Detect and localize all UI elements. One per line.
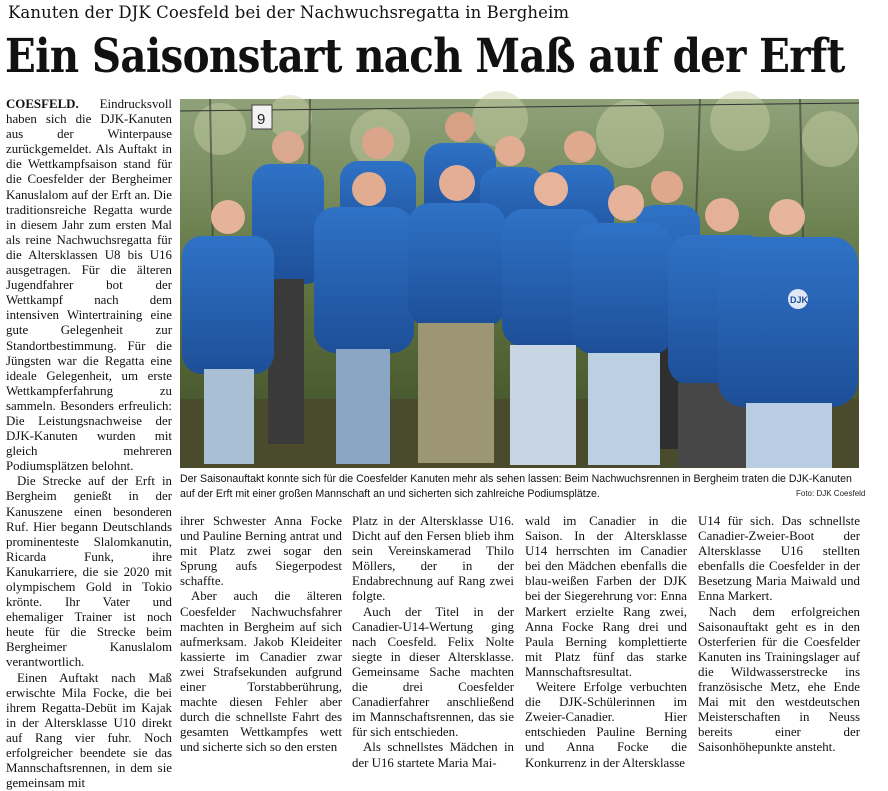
paragraph: Aber auch die älteren Coesfelder Nachwuchsfahrer machten in Bergheim auf sich aufmerksam. Jakob Kleideiter kassierte im Canadier zwar zwei Strafsekunden aufgrund einer Torstabberührung, machte diesen Fehler aber durch die schnellste Fahrt des gesamten Wettkampfes wett und sicherte sich so den ersten [180, 589, 342, 755]
article-column-3 [352, 514, 514, 770]
paragraph: ihrer Schwester Anna Focke und Pauline Berning antrat und mit Platz zwei sogar den Sprung aufs Siegerpodest schaffte. [180, 514, 342, 589]
article-column-1 [6, 97, 172, 791]
photo-caption: Der Saisonauftakt konnte sich für die Coesfelder Kanuten mehr als sehen lassen: Beim Nachwuchsrennen in Bergheim traten die DJK-Kanuten auf der Erft mit einer großen Mannschaft an und sicherten sich zahlreiche Podiumsplätze. [180, 473, 852, 500]
team-photo [180, 99, 859, 468]
dateline: COESFELD. [6, 97, 79, 111]
paragraph-text: Eindrucksvoll haben sich die DJK-Kanuten aus der Winterpause zurückgemeldet. Als Auftakt in die Wettkampfsaison stand für die Coesfelder der Bergheimer Kanuslalom auf der Erft an. Die traditionsreiche Regatta wurde in diesem Jahr zum ersten Mal als reine Nachwuchsregatta für die Altersklassen U8 bis U16 ausgetragen. Für die älteren Jugendfahrer bot der Wettkampf nach dem intensiven Wintertraining eine gute Gelegenheit zur Standortbestimmung. Für die Jüngsten war die Regatta eine ideale Gelegenheit, um erste Wettkampferfahrung zu sammeln. Besonders erfreulich: Die Leistungsnachweise der DJK-Kanuten wurden mit gleich mehreren Podiumsplätzen belohnt. [6, 97, 172, 474]
article-column-5 [698, 514, 860, 755]
paragraph: Einen Auftakt nach Maß erwischte Mila Focke, die bei ihrem Regatta-Debüt im Kajak in der Altersklasse U10 direkt auf Rang vier fuhr. Noch erfolgreicher beendete sie das Mannschaftsrennen, in dem sie gemeinsam mit [6, 670, 172, 791]
paragraph: Die Strecke auf der Erft in Bergheim genießt in der Kanuszene einen besonderen Ruf. Hier begann Deutschlands prominenteste Slalomkanutin, Ricarda Funk, ihre Kanukarriere, die sie 2020 mit olympischem Gold in Tokio krönte. Ihr Vater und ehemaliger Trainer ist noch heute für die Strecke beim Bergheimer Kanuslalom verantwortlich. [6, 474, 172, 670]
headline: Ein Saisonstart nach Maß auf der Erft [5, 29, 845, 84]
paragraph: Platz in der Altersklasse U16. Dicht auf den Fersen blieb ihm sein Vereinskamerad Thilo Möllers, der in der Endabrechnung auf Rang zwei folgte. [352, 514, 514, 604]
kicker: Kanuten der DJK Coesfeld bei der Nachwuchsregatta in Bergheim [8, 3, 570, 22]
paragraph: Auch der Titel in der Canadier-U14-Wertung ging nach Coesfeld. Felix Nolte siegte in dieser Altersklasse. Gemeinsame Sache machten die drei Coesfelder Canadierfahrer anschließend im Mannschaftsrennen, das sie für sich entschieden. [352, 604, 514, 740]
paragraph: wald im Canadier in die Saison. In der Altersklasse U14 herrschten im Canadier bei den Mädchen ebenfalls die blau-weißen Farben der DJK bei der Siegerehrung vor: Enna Markert erzielte Rang zwei, Anna Focke Rang drei und Paula Berning komplettierte mit Platz fünf das starke Mannschaftsresultat. [525, 514, 687, 679]
team-photo-image [180, 99, 859, 468]
paragraph [6, 97, 172, 474]
paragraph: Weitere Erfolge verbuchten die DJK-Schülerinnen im Zweier-Canadier. Hier entschieden Pauline Berning und Anna Focke die Konkurrenz in der Altersklasse [525, 680, 687, 770]
jacket-logo: DJK [790, 295, 809, 305]
paragraph: Nach dem erfolgreichen Saisonauftakt geht es in den Osterferien für die Coesfelder Kanuten ins Trainingslager auf die Wildwasserstrecke ins französische Metz, ehe Ende Mai mit den westdeutschen Meisterschaften in Neuss bereits einer der Saisonhöhepunkte ansteht. [698, 604, 860, 755]
gate-number: 9 [257, 111, 266, 128]
article-column-4 [525, 514, 687, 770]
article-column-2 [180, 514, 342, 755]
paragraph: U14 für sich. Das schnellste Canadier-Zweier-Boot der Altersklasse U16 stellten ebenfalls die Coesfelder in der Besetzung Maria Maiwald und Enna Markert. [698, 514, 860, 604]
photo-credit: Foto: DJK Coesfeld [796, 489, 866, 498]
person [408, 165, 506, 463]
paragraph: Als schnellstes Mädchen in der U16 startete Maria Mai- [352, 740, 514, 770]
